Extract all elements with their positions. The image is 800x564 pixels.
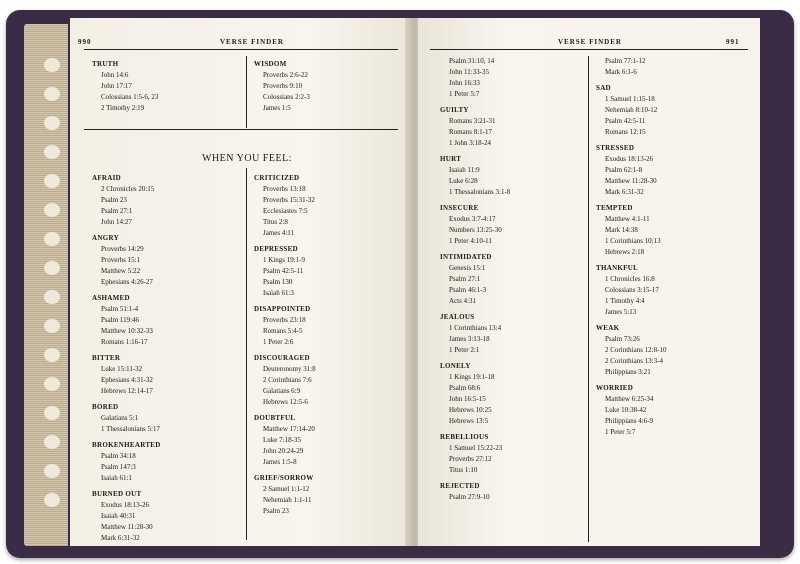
- verse-reference: Proverbs 2:6-22: [263, 71, 308, 79]
- topic-entry: [92, 353, 242, 397]
- verse-reference: Psalm 42:5-11: [263, 267, 304, 275]
- topic-heading: CRITICIZED: [254, 174, 300, 182]
- verse-reference: Hebrews 12:5-6: [263, 398, 308, 406]
- topic-entry: [596, 56, 746, 78]
- verse-reference: Exodus 18:13-26: [605, 155, 654, 163]
- topic-entry: [596, 203, 746, 258]
- verse-reference: Psalm 31:10, 14: [449, 57, 495, 65]
- topic-entry: [254, 473, 404, 517]
- topic-heading: BROKENHEARTED: [92, 441, 161, 449]
- topic-entry: [92, 173, 242, 228]
- verse-reference: Luke 6:28: [449, 177, 478, 185]
- verse-reference: Deuteronomy 31:8: [263, 365, 316, 373]
- topic-entry: [596, 263, 746, 318]
- verse-reference: 1 Peter 5:7: [449, 90, 480, 98]
- top-col1: [92, 59, 242, 119]
- verse-reference: Romans 1:16-17: [101, 338, 148, 346]
- verse-reference: Mark 14:38: [605, 226, 638, 234]
- top-column-divider: [246, 56, 247, 128]
- verse-reference: James 3:13-18: [449, 335, 490, 343]
- verse-reference: John 17:17: [101, 82, 132, 90]
- topic-entry: [440, 252, 585, 307]
- verse-reference: John 14:27: [101, 218, 132, 226]
- verse-reference: Romans 3:21-31: [449, 117, 496, 125]
- right-col1: [440, 56, 585, 508]
- verse-reference: Genesis 15:1: [449, 264, 486, 272]
- verse-reference: Psalm 27:9-10: [449, 493, 490, 501]
- right-page: [418, 18, 760, 546]
- topic-heading: BORED: [92, 403, 119, 411]
- verse-reference: Isaiah 61:1: [101, 474, 132, 482]
- thumb-index-tab: [44, 145, 60, 159]
- running-head-left: VERSE FINDER: [220, 38, 284, 46]
- verse-reference: Philippians 3:21: [605, 368, 651, 376]
- topic-heading: TEMPTED: [596, 204, 633, 212]
- verse-reference: John 11:33-35: [449, 68, 489, 76]
- verse-reference: Matthew 17:14-20: [263, 425, 315, 433]
- verse-reference: Titus 1:10: [449, 466, 478, 474]
- verse-reference: Romans 12:15: [605, 128, 646, 136]
- topic-entry: [596, 83, 746, 138]
- verse-reference: Psalm 23: [263, 507, 289, 515]
- verse-reference: Psalm 34:18: [101, 452, 136, 460]
- col2: [254, 173, 404, 522]
- section-rule: [84, 129, 398, 130]
- verse-reference: Psalm 130: [263, 278, 293, 286]
- running-head-right: VERSE FINDER: [558, 38, 622, 46]
- topic-entry: [596, 143, 746, 198]
- topic-heading: DISCOURAGED: [254, 354, 310, 362]
- verse-reference: 1 Kings 19:1-9: [263, 256, 305, 264]
- verse-reference: Exodus 3:7-4:17: [449, 215, 496, 223]
- topic-heading: WEAK: [596, 324, 620, 332]
- topic-entry: [92, 440, 242, 484]
- verse-reference: 2 Corinthians 7:6: [263, 376, 312, 384]
- topic-heading: JEALOUS: [440, 313, 475, 321]
- verse-reference: Nehemiah 1:1-11: [263, 496, 312, 504]
- topic-heading: INTIMIDATED: [440, 253, 492, 261]
- verse-reference: Psalm 27:1: [449, 275, 481, 283]
- topic-entry: [254, 304, 404, 348]
- verse-reference: Psalm 27:1: [101, 207, 133, 215]
- verse-reference: 1 Peter 2:1: [449, 346, 480, 354]
- verse-reference: James 1:5-8: [263, 458, 297, 466]
- thumb-index-tab: [44, 406, 60, 420]
- thumb-index-tab: [44, 348, 60, 362]
- left-page: [70, 18, 410, 546]
- verse-reference: Psalm 68:6: [449, 384, 481, 392]
- topic-entry: [596, 323, 746, 378]
- thumb-index-tab: [44, 232, 60, 246]
- topic-heading: INSECURE: [440, 204, 479, 212]
- verse-reference: Acts 4:31: [449, 297, 477, 305]
- verse-reference: John 16:33: [449, 79, 480, 87]
- verse-reference: 1 Corinthians 10:13: [605, 237, 661, 245]
- verse-reference: Exodus 18:13-26: [101, 501, 150, 509]
- topic-heading: GUILTY: [440, 106, 469, 114]
- verse-reference: 1 Samuel 15:22-23: [449, 444, 503, 452]
- verse-reference: James 5:13: [605, 308, 637, 316]
- header-rule-right: [430, 49, 748, 50]
- topic-heading: DEPRESSED: [254, 245, 298, 253]
- verse-reference: Numbers 13:25-30: [449, 226, 502, 234]
- page-number-left: 990: [78, 38, 92, 46]
- verse-reference: Psalm 46:1-3: [449, 286, 487, 294]
- topic-entry: [440, 203, 585, 247]
- page-number-right: 991: [726, 38, 740, 46]
- verse-reference: Hebrews 2:18: [605, 248, 645, 256]
- verse-reference: Psalm 62:1-8: [605, 166, 643, 174]
- verse-reference: Psalm 73:26: [605, 335, 640, 343]
- verse-reference: Romans 5:4-5: [263, 327, 303, 335]
- verse-reference: 1 Peter 5:7: [605, 428, 636, 436]
- topic-entry: [596, 383, 746, 438]
- topic-entry: [440, 105, 585, 149]
- topic-heading: REBELLIOUS: [440, 433, 489, 441]
- topic-heading: ASHAMED: [92, 294, 130, 302]
- section-heading: WHEN YOU FEEL:: [202, 153, 292, 164]
- verse-reference: Colossians 1:5-6, 23: [101, 93, 159, 101]
- topic-heading: TRUTH: [92, 60, 119, 68]
- topic-entry: [440, 432, 585, 476]
- verse-reference: John 14:6: [101, 71, 129, 79]
- verse-reference: Galatians 6:9: [263, 387, 301, 395]
- verse-reference: 1 Thessalonians 3:1-8: [449, 188, 511, 196]
- topic-entry: [92, 233, 242, 288]
- verse-reference: Proverbs 15:1: [101, 256, 141, 264]
- verse-reference: Matthew 5:22: [101, 267, 141, 275]
- verse-reference: Proverbs 15:31-32: [263, 196, 315, 204]
- verse-reference: Galatians 5:1: [101, 414, 139, 422]
- verse-reference: Proverbs 14:29: [101, 245, 144, 253]
- col1: [92, 173, 242, 546]
- thumb-index-tab: [44, 464, 60, 478]
- topic-heading: AFRAID: [92, 174, 122, 182]
- topic-entry: [92, 293, 242, 348]
- verse-reference: 1 Samuel 1:15-18: [605, 95, 655, 103]
- verse-reference: Ecclesiastes 7:5: [263, 207, 308, 215]
- topic-heading: BURNED OUT: [92, 490, 142, 498]
- topic-entry: [254, 244, 404, 299]
- topic-heading: SAD: [596, 84, 611, 92]
- topic-heading: LONELY: [440, 362, 471, 370]
- verse-reference: Colossians 2:2-3: [263, 93, 310, 101]
- thumb-index-tab: [44, 58, 60, 72]
- topic-heading: REJECTED: [440, 482, 480, 490]
- topic-entry: [254, 353, 404, 408]
- verse-reference: Matthew 10:32-33: [101, 327, 153, 335]
- topic-heading: DOUBTFUL: [254, 414, 296, 422]
- topic-entry: [440, 154, 585, 198]
- verse-reference: Psalm 42:5-11: [605, 117, 646, 125]
- topic-heading: WORRIED: [596, 384, 634, 392]
- topic-entry: [440, 361, 585, 427]
- thumb-index-tab: [44, 261, 60, 275]
- verse-reference: Hebrews 12:14-17: [101, 387, 153, 395]
- verse-reference: 1 Corinthians 13:4: [449, 324, 502, 332]
- verse-reference: Mark 6:31-32: [101, 534, 140, 542]
- topic-entry: [440, 312, 585, 356]
- verse-reference: Psalm 23: [101, 196, 127, 204]
- verse-reference: Matthew 4:1-11: [605, 215, 650, 223]
- verse-reference: Matthew 11:28-30: [101, 523, 153, 531]
- verse-reference: Proverbs 9:10: [263, 82, 303, 90]
- verse-reference: Mark 6:31-32: [605, 188, 644, 196]
- thumb-index-tab: [44, 319, 60, 333]
- verse-reference: Proverbs 23:18: [263, 316, 306, 324]
- verse-reference: 1 Chronicles 16:8: [605, 275, 655, 283]
- verse-reference: 2 Chronicles 20:15: [101, 185, 155, 193]
- verse-reference: 2 Samuel 1:1-12: [263, 485, 310, 493]
- verse-reference: 2 Corinthians 13:3-4: [605, 357, 663, 365]
- topic-heading: BITTER: [92, 354, 121, 362]
- verse-reference: Luke 15:11-32: [101, 365, 143, 373]
- verse-reference: Colossians 3:15-17: [605, 286, 659, 294]
- thumb-index-tab: [44, 87, 60, 101]
- verse-reference: Isaiah 40:31: [101, 512, 136, 520]
- topic-heading: DISAPPOINTED: [254, 305, 311, 313]
- verse-reference: 1 Timothy 4:4: [605, 297, 645, 305]
- column-divider-right: [588, 56, 589, 542]
- thumb-index-tab: [44, 116, 60, 130]
- verse-reference: Matthew 11:28-30: [605, 177, 657, 185]
- verse-reference: Proverbs 13:18: [263, 185, 306, 193]
- verse-reference: 1 Peter 4:10-11: [449, 237, 492, 245]
- header-rule: [84, 49, 398, 50]
- verse-reference: Luke 7:18-35: [263, 436, 301, 444]
- verse-reference: Isaiah 11:9: [449, 166, 480, 174]
- topic-entry: [92, 59, 242, 114]
- verse-reference: 1 John 3:18-24: [449, 139, 491, 147]
- verse-reference: Psalm 119:46: [101, 316, 140, 324]
- topic-entry: [92, 402, 242, 435]
- topic-heading: STRESSED: [596, 144, 635, 152]
- verse-reference: James 1:5: [263, 104, 291, 112]
- verse-reference: John 20:24-29: [263, 447, 304, 455]
- verse-reference: 2 Timothy 2:19: [101, 104, 145, 112]
- verse-reference: 1 Thessalonians 5:17: [101, 425, 160, 433]
- topic-entry: [254, 173, 404, 239]
- verse-reference: Philippians 4:6-9: [605, 417, 654, 425]
- top-col2: [254, 59, 404, 119]
- topic-entry: [254, 413, 404, 468]
- thumb-index-tab: [44, 203, 60, 217]
- topic-heading: THANKFUL: [596, 264, 639, 272]
- verse-reference: Isaiah 61:3: [263, 289, 294, 297]
- verse-reference: Hebrews 10:25: [449, 406, 492, 414]
- verse-reference: Titus 2:8: [263, 218, 288, 226]
- topic-heading: ANGRY: [92, 234, 119, 242]
- topic-heading: WISDOM: [254, 60, 287, 68]
- verse-reference: Ephesians 4:26-27: [101, 278, 153, 286]
- verse-reference: 1 Peter 2:6: [263, 338, 294, 346]
- verse-reference: Proverbs 27:12: [449, 455, 492, 463]
- verse-reference: Romans 8:1-17: [449, 128, 492, 136]
- thumb-index-tab: [44, 174, 60, 188]
- topic-entry: [440, 56, 585, 100]
- column-divider: [246, 168, 247, 540]
- verse-reference: Luke 10:38-42: [605, 406, 647, 414]
- verse-reference: Mark 6:1-6: [605, 68, 637, 76]
- topic-entry: [92, 489, 242, 544]
- thumb-index-tab: [44, 290, 60, 304]
- verse-reference: Psalm 77:1-12: [605, 57, 646, 65]
- topic-heading: GRIEF/SORROW: [254, 474, 314, 482]
- verse-reference: Hebrews 13:5: [449, 417, 489, 425]
- verse-reference: Psalm 51:1-4: [101, 305, 139, 313]
- verse-reference: Ephesians 4:31-32: [101, 376, 153, 384]
- verse-reference: 2 Corinthians 12:8-10: [605, 346, 667, 354]
- verse-reference: Matthew 6:25-34: [605, 395, 654, 403]
- verse-reference: John 16:5-15: [449, 395, 486, 403]
- thumb-index-tab: [44, 493, 60, 507]
- right-col2: [596, 56, 746, 443]
- verse-reference: 1 Kings 19:1-18: [449, 373, 495, 381]
- topic-heading: HURT: [440, 155, 462, 163]
- thumb-index-tab: [44, 377, 60, 391]
- topic-entry: [440, 481, 585, 503]
- verse-reference: James 4:11: [263, 229, 295, 237]
- thumb-index-tab: [44, 435, 60, 449]
- topic-entry: [254, 59, 404, 114]
- verse-reference: Nehemiah 8:10-12: [605, 106, 658, 114]
- verse-reference: Psalm 147:3: [101, 463, 136, 471]
